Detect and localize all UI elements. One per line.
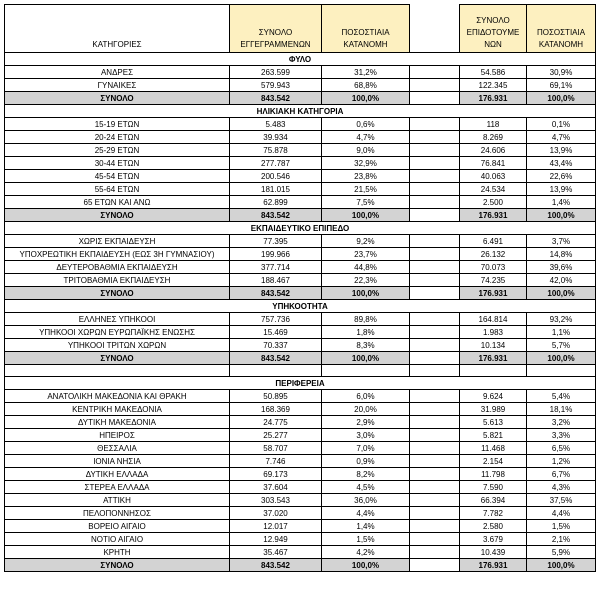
registered-total-cell: 35.467 <box>230 546 322 559</box>
section-title: ΗΛΙΚΙΑΚΗ ΚΑΤΗΓΟΡΙΑ <box>5 105 596 118</box>
registered-pct-cell: 36,0% <box>322 494 410 507</box>
spacer-cell <box>410 559 460 572</box>
table-row <box>5 390 596 403</box>
subsidized-pct-cell: 4,7% <box>527 131 596 144</box>
registered-total-cell: 69.173 <box>230 468 322 481</box>
subsidized-pct-cell: 42,0% <box>527 274 596 287</box>
subsidized-total-sum: 176.931 <box>460 352 527 365</box>
spacer-cell <box>410 352 460 365</box>
spacer-cell <box>410 494 460 507</box>
spacer-cell <box>410 196 460 209</box>
category-cell: 55-64 ΕΤΩΝ <box>5 183 230 196</box>
registered-total-cell: 303.543 <box>230 494 322 507</box>
table-row <box>5 416 596 429</box>
table-row <box>5 520 596 533</box>
registered-total-cell: 181.015 <box>230 183 322 196</box>
table-row <box>5 235 596 248</box>
registered-pct-cell: 23,7% <box>322 248 410 261</box>
category-cell: ΔΥΤΙΚΗ ΕΛΛΑΔΑ <box>5 468 230 481</box>
subsidized-total-cell: 7.782 <box>460 507 527 520</box>
table-row <box>5 533 596 546</box>
table-row <box>5 66 596 79</box>
section-header-row <box>5 377 596 390</box>
category-cell: ΣΤΕΡΕΑ ΕΛΛΑΔΑ <box>5 481 230 494</box>
table-row <box>5 196 596 209</box>
registered-total-cell: 75.878 <box>230 144 322 157</box>
category-cell: ΚΕΝΤΡΙΚΗ ΜΑΚΕΔΟΝΙΑ <box>5 403 230 416</box>
registered-pct-cell: 21,5% <box>322 183 410 196</box>
registered-pct-cell: 20,0% <box>322 403 410 416</box>
total-row <box>5 287 596 300</box>
subsidized-total-sum: 176.931 <box>460 287 527 300</box>
total-label: ΣΥΝΟΛΟ <box>5 209 230 222</box>
category-cell: 30-44 ΕΤΩΝ <box>5 157 230 170</box>
subsidized-total-cell: 3.679 <box>460 533 527 546</box>
table-row <box>5 261 596 274</box>
registered-total-cell: 277.787 <box>230 157 322 170</box>
subsidized-pct-cell: 22,6% <box>527 170 596 183</box>
category-cell: ΔΥΤΙΚΗ ΜΑΚΕΔΟΝΙΑ <box>5 416 230 429</box>
category-cell: 45-54 ΕΤΩΝ <box>5 170 230 183</box>
registered-total-cell: 188.467 <box>230 274 322 287</box>
registered-total-sum: 843.542 <box>230 209 322 222</box>
subsidized-pct-cell: 14,8% <box>527 248 596 261</box>
spacer-cell <box>410 481 460 494</box>
registered-total-cell: 39.934 <box>230 131 322 144</box>
subsidized-total-cell: 24.606 <box>460 144 527 157</box>
spacer-cell <box>410 261 460 274</box>
registered-total-cell: 24.775 <box>230 416 322 429</box>
subsidized-pct-cell: 3,3% <box>527 429 596 442</box>
registered-pct-cell: 4,2% <box>322 546 410 559</box>
category-cell: ΥΠΗΚΟΟΙ ΤΡΙΤΩΝ ΧΩΡΩΝ <box>5 339 230 352</box>
spacer-cell <box>410 248 460 261</box>
subsidized-pct-cell: 13,9% <box>527 183 596 196</box>
registered-total-cell: 58.707 <box>230 442 322 455</box>
registered-pct-cell: 89,8% <box>322 313 410 326</box>
subsidized-pct-cell: 4,4% <box>527 507 596 520</box>
spacer-cell <box>410 209 460 222</box>
table-row <box>5 118 596 131</box>
spacer-cell <box>410 313 460 326</box>
category-cell: ΒΟΡΕΙΟ ΑΙΓΑΙΟ <box>5 520 230 533</box>
subsidized-pct-cell: 5,9% <box>527 546 596 559</box>
category-cell: ΓΥΝΑΙΚΕΣ <box>5 79 230 92</box>
subsidized-total-cell: 54.586 <box>460 66 527 79</box>
category-cell: 15-19 ΕΤΩΝ <box>5 118 230 131</box>
registered-total-cell: 7.746 <box>230 455 322 468</box>
subsidized-pct-cell: 37,5% <box>527 494 596 507</box>
registered-pct-cell: 68,8% <box>322 79 410 92</box>
registered-pct-cell: 1,8% <box>322 326 410 339</box>
subsidized-total-cell: 66.394 <box>460 494 527 507</box>
table-row <box>5 248 596 261</box>
registered-pct-cell: 31,2% <box>322 66 410 79</box>
registered-total-cell: 50.895 <box>230 390 322 403</box>
spacer-cell <box>410 533 460 546</box>
registered-pct-cell: 8,2% <box>322 468 410 481</box>
header-subsidized-pct: ΠΟΣΟΣΤΙΑΙΑ ΚΑΤΑΝΟΜΗ <box>527 5 596 53</box>
spacer-cell <box>410 468 460 481</box>
category-cell: ΙΟΝΙΑ ΝΗΣΙΑ <box>5 455 230 468</box>
spacer-cell <box>410 546 460 559</box>
registered-pct-cell: 3,0% <box>322 429 410 442</box>
spacer-cell <box>410 403 460 416</box>
spacer-cell <box>410 455 460 468</box>
subsidized-pct-cell: 4,3% <box>527 481 596 494</box>
subsidized-pct-sum: 100,0% <box>527 287 596 300</box>
subsidized-pct-sum: 100,0% <box>527 559 596 572</box>
subsidized-pct-cell: 39,6% <box>527 261 596 274</box>
section-title: ΦΥΛΟ <box>5 53 596 66</box>
registered-total-cell: 168.369 <box>230 403 322 416</box>
subsidized-total-cell: 11.798 <box>460 468 527 481</box>
empty-cell <box>460 365 527 377</box>
spacer-cell <box>410 5 460 53</box>
registered-total-cell: 579.943 <box>230 79 322 92</box>
table-row <box>5 313 596 326</box>
total-row <box>5 352 596 365</box>
table-row <box>5 468 596 481</box>
section-title: ΕΚΠΑΙΔΕΥΤΙΚΟ ΕΠΙΠΕΔΟ <box>5 222 596 235</box>
spacer-cell <box>410 66 460 79</box>
table-row <box>5 546 596 559</box>
subsidized-total-cell: 5.613 <box>460 416 527 429</box>
total-label: ΣΥΝΟΛΟ <box>5 352 230 365</box>
empty-cell <box>5 365 230 377</box>
table-row <box>5 429 596 442</box>
category-cell: 65 ΕΤΩΝ ΚΑΙ ΑΝΩ <box>5 196 230 209</box>
subsidized-total-cell: 2.154 <box>460 455 527 468</box>
spacer-cell <box>410 157 460 170</box>
empty-cell <box>322 365 410 377</box>
subsidized-pct-sum: 100,0% <box>527 352 596 365</box>
registered-pct-cell: 4,5% <box>322 481 410 494</box>
table-row <box>5 326 596 339</box>
registered-pct-cell: 0,9% <box>322 455 410 468</box>
category-cell: 25-29 ΕΤΩΝ <box>5 144 230 157</box>
spacer-cell <box>410 416 460 429</box>
table-row <box>5 507 596 520</box>
header-subsidized-total: ΣΥΝΟΛΟ ΕΠΙΔΟΤΟΥΜΕ ΝΩΝ <box>460 5 527 53</box>
subsidized-pct-cell: 3,2% <box>527 416 596 429</box>
subsidized-total-cell: 1.983 <box>460 326 527 339</box>
registered-total-cell: 37.020 <box>230 507 322 520</box>
header-categories: ΚΑΤΗΓΟΡΙΕΣ <box>5 5 230 53</box>
table-row <box>5 481 596 494</box>
section-header-row <box>5 300 596 313</box>
registered-pct-sum: 100,0% <box>322 287 410 300</box>
section-header-row <box>5 53 596 66</box>
category-cell: ΥΠΟΧΡΕΩΤΙΚΗ ΕΚΠΑΙΔΕΥΣΗ (ΕΩΣ 3Η ΓΥΜΝΑΣΙΟΥ) <box>5 248 230 261</box>
empty-cell <box>527 365 596 377</box>
subsidized-pct-cell: 6,5% <box>527 442 596 455</box>
spacer-cell <box>410 274 460 287</box>
category-cell: ΔΕΥΤΕΡΟΒΑΘΜΙΑ ΕΚΠΑΙΔΕΥΣΗ <box>5 261 230 274</box>
spacer-cell <box>410 339 460 352</box>
spacer-cell <box>410 507 460 520</box>
table-row <box>5 339 596 352</box>
total-label: ΣΥΝΟΛΟ <box>5 287 230 300</box>
section-title: ΠΕΡΙΦΕΡΕΙΑ <box>5 377 596 390</box>
section-header-row <box>5 105 596 118</box>
subsidized-pct-cell: 13,9% <box>527 144 596 157</box>
subsidized-total-cell: 40.063 <box>460 170 527 183</box>
registered-pct-sum: 100,0% <box>322 92 410 105</box>
subsidized-total-cell: 9.624 <box>460 390 527 403</box>
total-row <box>5 209 596 222</box>
registered-pct-cell: 6,0% <box>322 390 410 403</box>
subsidized-pct-cell: 18,1% <box>527 403 596 416</box>
registered-total-cell: 5.483 <box>230 118 322 131</box>
spacer-cell <box>410 79 460 92</box>
subsidized-total-sum: 176.931 <box>460 209 527 222</box>
category-cell: ΥΠΗΚΟΟΙ ΧΩΡΩΝ ΕΥΡΩΠΑΪΚΗΣ ΕΝΩΣΗΣ <box>5 326 230 339</box>
spacer-cell <box>410 183 460 196</box>
subsidized-total-cell: 122.345 <box>460 79 527 92</box>
registered-total-cell: 62.899 <box>230 196 322 209</box>
table-row <box>5 403 596 416</box>
subsidized-pct-cell: 2,1% <box>527 533 596 546</box>
table-row <box>5 79 596 92</box>
table-row <box>5 442 596 455</box>
section-header-row <box>5 222 596 235</box>
table-row <box>5 157 596 170</box>
category-cell: ΚΡΗΤΗ <box>5 546 230 559</box>
registered-pct-cell: 0,6% <box>322 118 410 131</box>
section-title: ΥΠΗΚΟΟΤΗΤΑ <box>5 300 596 313</box>
registered-total-sum: 843.542 <box>230 559 322 572</box>
table-row <box>5 131 596 144</box>
registered-total-cell: 25.277 <box>230 429 322 442</box>
subsidized-pct-cell: 69,1% <box>527 79 596 92</box>
subsidized-total-cell: 164.814 <box>460 313 527 326</box>
header-row <box>5 5 596 53</box>
spacer-cell <box>410 118 460 131</box>
registered-pct-cell: 7,5% <box>322 196 410 209</box>
registered-total-cell: 199.966 <box>230 248 322 261</box>
registered-total-sum: 843.542 <box>230 352 322 365</box>
subsidized-total-cell: 2.580 <box>460 520 527 533</box>
table-row <box>5 455 596 468</box>
subsidized-pct-cell: 6,7% <box>527 468 596 481</box>
subsidized-pct-cell: 0,1% <box>527 118 596 131</box>
subsidized-pct-cell: 5,4% <box>527 390 596 403</box>
subsidized-pct-cell: 1,4% <box>527 196 596 209</box>
subsidized-pct-cell: 1,1% <box>527 326 596 339</box>
subsidized-total-cell: 70.073 <box>460 261 527 274</box>
category-cell: ΕΛΛΗΝΕΣ ΥΠΗΚΟΟΙ <box>5 313 230 326</box>
subsidized-pct-sum: 100,0% <box>527 92 596 105</box>
subsidized-pct-cell: 93,2% <box>527 313 596 326</box>
registered-pct-cell: 32,9% <box>322 157 410 170</box>
empty-cell <box>230 365 322 377</box>
spacer-cell <box>410 390 460 403</box>
registered-total-sum: 843.542 <box>230 92 322 105</box>
spacer-cell <box>410 326 460 339</box>
registered-total-cell: 12.017 <box>230 520 322 533</box>
total-label: ΣΥΝΟΛΟ <box>5 559 230 572</box>
subsidized-total-cell: 24.534 <box>460 183 527 196</box>
registered-pct-cell: 9,2% <box>322 235 410 248</box>
category-cell: ΠΕΛΟΠΟΝΝΗΣΟΣ <box>5 507 230 520</box>
spacer-cell <box>410 287 460 300</box>
registered-total-cell: 37.604 <box>230 481 322 494</box>
subsidized-total-cell: 2.500 <box>460 196 527 209</box>
registered-pct-cell: 4,4% <box>322 507 410 520</box>
category-cell: ΑΤΤΙΚΗ <box>5 494 230 507</box>
category-cell: ΤΡΙΤΟΒΑΘΜΙΑ ΕΚΠΑΙΔΕΥΣΗ <box>5 274 230 287</box>
spacer-cell <box>410 235 460 248</box>
spacer-cell <box>410 365 460 377</box>
registered-pct-cell: 4,7% <box>322 131 410 144</box>
table-row <box>5 144 596 157</box>
registered-total-cell: 263.599 <box>230 66 322 79</box>
subsidized-pct-cell: 1,2% <box>527 455 596 468</box>
registered-pct-sum: 100,0% <box>322 352 410 365</box>
category-cell: ΑΝΔΡΕΣ <box>5 66 230 79</box>
category-cell: ΝΟΤΙΟ ΑΙΓΑΙΟ <box>5 533 230 546</box>
registered-pct-sum: 100,0% <box>322 209 410 222</box>
subsidized-total-cell: 74.235 <box>460 274 527 287</box>
table-row <box>5 274 596 287</box>
spacer-cell <box>410 520 460 533</box>
category-cell: ΑΝΑΤΟΛΙΚΗ ΜΑΚΕΔΟΝΙΑ ΚΑΙ ΘΡΑΚΗ <box>5 390 230 403</box>
subsidized-total-cell: 26.132 <box>460 248 527 261</box>
registered-pct-cell: 23,8% <box>322 170 410 183</box>
registered-total-cell: 70.337 <box>230 339 322 352</box>
registered-pct-cell: 7,0% <box>322 442 410 455</box>
total-row <box>5 92 596 105</box>
registered-total-sum: 843.542 <box>230 287 322 300</box>
subsidized-total-cell: 11.468 <box>460 442 527 455</box>
spacer-cell <box>410 144 460 157</box>
spacer-cell <box>410 131 460 144</box>
registered-total-cell: 77.395 <box>230 235 322 248</box>
subsidized-pct-sum: 100,0% <box>527 209 596 222</box>
spacer-cell <box>410 429 460 442</box>
subsidized-total-cell: 7.590 <box>460 481 527 494</box>
category-cell: ΘΕΣΣΑΛΙΑ <box>5 442 230 455</box>
subsidized-pct-cell: 5,7% <box>527 339 596 352</box>
subsidized-pct-cell: 3,7% <box>527 235 596 248</box>
subsidized-total-sum: 176.931 <box>460 92 527 105</box>
registered-pct-cell: 1,5% <box>322 533 410 546</box>
total-label: ΣΥΝΟΛΟ <box>5 92 230 105</box>
registered-pct-cell: 8,3% <box>322 339 410 352</box>
category-cell: ΗΠΕΙΡΟΣ <box>5 429 230 442</box>
subsidized-pct-cell: 43,4% <box>527 157 596 170</box>
registered-pct-cell: 44,8% <box>322 261 410 274</box>
registered-total-cell: 15.469 <box>230 326 322 339</box>
category-cell: ΧΩΡΙΣ ΕΚΠΑΙΔΕΥΣΗ <box>5 235 230 248</box>
registered-total-cell: 377.714 <box>230 261 322 274</box>
header-registered-pct: ΠΟΣΟΣΤΙΑΙΑ ΚΑΤΑΝΟΜΗ <box>322 5 410 53</box>
subsidized-total-cell: 6.491 <box>460 235 527 248</box>
statistics-table <box>4 4 596 572</box>
subsidized-total-cell: 118 <box>460 118 527 131</box>
registered-total-cell: 200.546 <box>230 170 322 183</box>
subsidized-total-cell: 5.821 <box>460 429 527 442</box>
registered-pct-cell: 1,4% <box>322 520 410 533</box>
subsidized-pct-cell: 30,9% <box>527 66 596 79</box>
subsidized-total-cell: 8.269 <box>460 131 527 144</box>
subsidized-total-cell: 10.134 <box>460 339 527 352</box>
spacer-cell <box>410 442 460 455</box>
blank-row <box>5 365 596 377</box>
subsidized-total-cell: 76.841 <box>460 157 527 170</box>
registered-total-cell: 12.949 <box>230 533 322 546</box>
category-cell: 20-24 ΕΤΩΝ <box>5 131 230 144</box>
total-row <box>5 559 596 572</box>
table-row <box>5 494 596 507</box>
table-row <box>5 170 596 183</box>
subsidized-total-cell: 31.989 <box>460 403 527 416</box>
registered-total-cell: 757.736 <box>230 313 322 326</box>
subsidized-total-sum: 176.931 <box>460 559 527 572</box>
registered-pct-cell: 22,3% <box>322 274 410 287</box>
spacer-cell <box>410 92 460 105</box>
header-registered-total: ΣΥΝΟΛΟ ΕΓΓΕΓΡΑΜΜΕΝΩΝ <box>230 5 322 53</box>
table-row <box>5 183 596 196</box>
subsidized-pct-cell: 1,5% <box>527 520 596 533</box>
registered-pct-cell: 9,0% <box>322 144 410 157</box>
subsidized-total-cell: 10.439 <box>460 546 527 559</box>
spacer-cell <box>410 170 460 183</box>
registered-pct-sum: 100,0% <box>322 559 410 572</box>
registered-pct-cell: 2,9% <box>322 416 410 429</box>
